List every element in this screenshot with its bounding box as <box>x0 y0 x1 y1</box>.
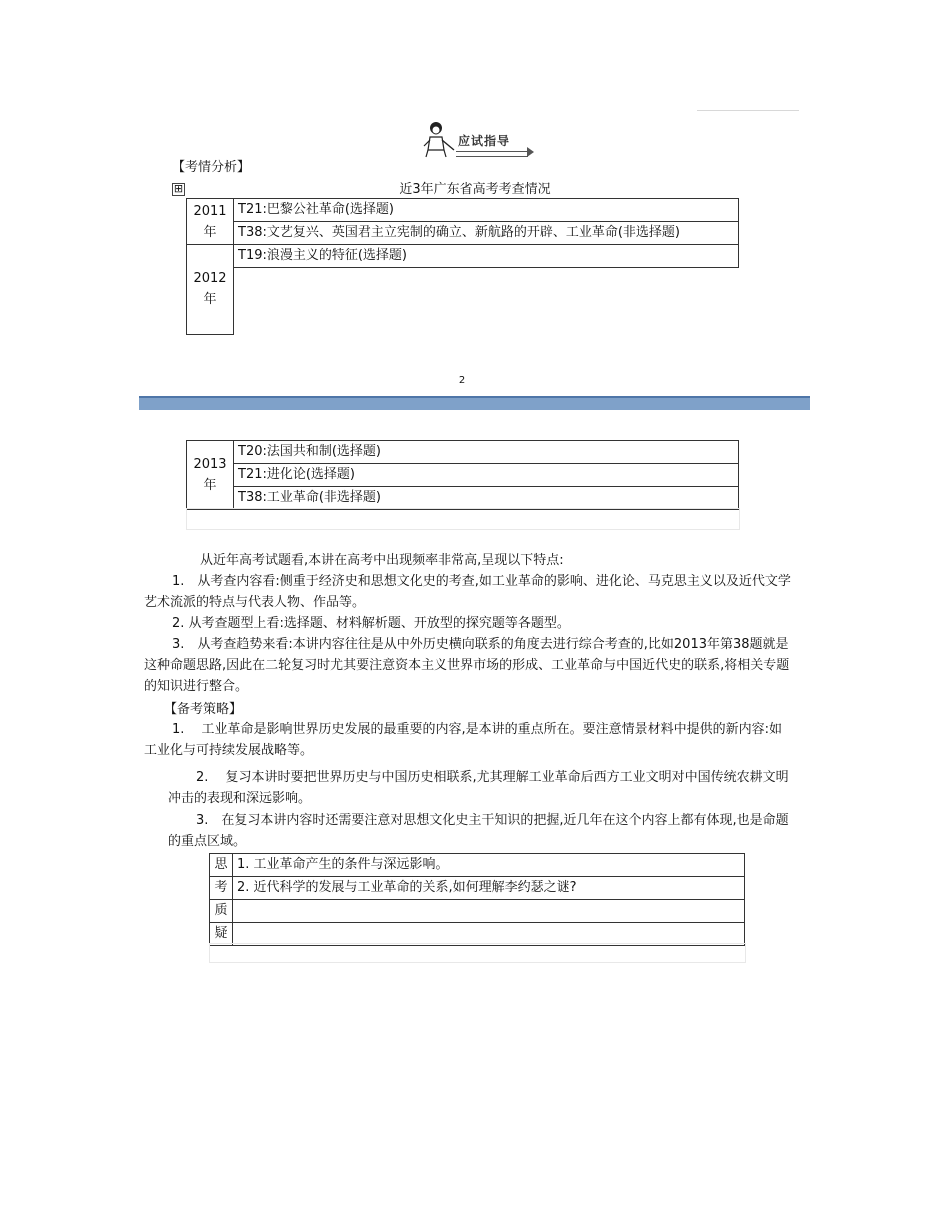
topic-cell: T21:进化论(选择题) <box>234 464 739 487</box>
table-caption: 近3年广东省高考考查情况 <box>399 182 551 197</box>
page-break-bar <box>139 396 810 410</box>
year-label: 2011 年 <box>193 203 227 240</box>
banner-arrow <box>456 151 528 157</box>
year-cell <box>187 245 234 335</box>
table-row <box>210 854 745 877</box>
page-number: 2 <box>458 375 466 386</box>
strategy-point-2: 2. 复习本讲时要把世界历史与中国历史相联系,尤其理解工业革命后西方工业文明对中国传统农耕文明冲击的表现和深远影响。 <box>168 770 789 806</box>
year-label: 2013 年 <box>193 457 227 493</box>
topic-cell: T21:巴黎公社革命(选择题) <box>234 199 739 222</box>
table-row <box>187 222 739 245</box>
strategy-point-1: 1. 工业革命是影响世界历史发展的最重要的内容,是本讲的重点所在。要注意情景材料中提供的新内容:如工业化与可持续发展战略等。 <box>144 722 783 758</box>
side-char: 思 <box>210 854 233 877</box>
topic-cell: T20:法国共和制(选择题) <box>234 441 739 464</box>
exam-guide-banner <box>420 120 535 158</box>
summary-point-1: 1. 从考查内容看:侧重于经济史和思想文化史的考查,如工业革命的影响、进化论、马克思主义以及近代文学艺术流派的特点与代表人物、作品等。 <box>144 574 791 610</box>
empty-cell <box>234 268 739 335</box>
table-row <box>187 199 739 222</box>
topic-cell: T38:文艺复兴、英国君主立宪制的确立、新航路的开辟、工业革命(非选择题) <box>234 222 739 245</box>
teacher-pointing-icon <box>420 120 458 158</box>
summary-intro: 从近年高考试题看,本讲在高考中出现频率非常高,呈现以下特点: <box>200 553 564 568</box>
side-char: 疑 <box>210 923 233 946</box>
question-cell <box>233 900 745 923</box>
table-row <box>187 245 739 268</box>
strategy-point-3: 3. 在复习本讲内容时还需要注意对思想文化史主干知识的把握,近几年在这个内容上都有体现,也是命题的重点区域。 <box>168 813 789 849</box>
side-char: 考 <box>210 877 233 900</box>
banner-label: 应试指导 <box>458 134 511 148</box>
year-label: 2012 年 <box>193 271 227 308</box>
table-footer-blank <box>186 508 740 530</box>
analysis-heading: 【考情分析】 <box>172 160 251 175</box>
exam-table-part2 <box>186 440 739 510</box>
question-cell: 2. 近代科学的发展与工业革命的关系,如何理解李约瑟之谜? <box>233 877 745 900</box>
year-cell <box>187 441 234 510</box>
table-row <box>187 487 739 510</box>
topic-cell: T19:浪漫主义的特征(选择题) <box>234 245 739 268</box>
summary-point-2: 2. 从考查题型上看:选择题、材料解析题、开放型的探究题等各题型。 <box>172 616 570 631</box>
think-question-table <box>209 853 745 946</box>
table-footer-blank <box>209 943 746 963</box>
header-rule <box>697 110 799 111</box>
table-row <box>210 900 745 923</box>
question-cell: 1. 工业革命产生的条件与深远影响。 <box>233 854 745 877</box>
table-row <box>210 877 745 900</box>
side-char: 质 <box>210 900 233 923</box>
exam-table-part1 <box>186 198 739 335</box>
strategy-heading: 【备考策略】 <box>164 702 243 717</box>
topic-cell: T38:工业革命(非选择题) <box>234 487 739 510</box>
table-row <box>187 441 739 464</box>
table-row <box>187 268 739 335</box>
year-cell <box>187 199 234 245</box>
table-expand-icon[interactable]: ⊞ <box>173 182 184 195</box>
table-row <box>187 464 739 487</box>
summary-point-3: 3. 从考查趋势来看:本讲内容往往是从中外历史横向联系的角度去进行综合考查的,比如2013年第38题就是这种命题思路,因此在二轮复习时尤其要注意资本主义世界市场的形成、工业革命与中国近代史的联系,将相关专题的知识进行整合。 <box>144 637 790 694</box>
